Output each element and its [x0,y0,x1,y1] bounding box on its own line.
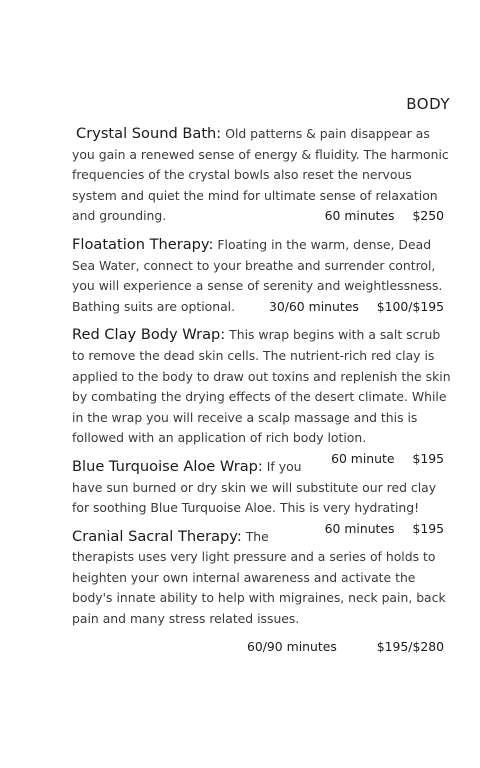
service-name: Blue Turquoise Aloe Wrap: [72,457,263,475]
service-price: $195 [412,520,444,536]
section-title: BODY [406,95,450,113]
service-duration: 60 minutes [324,520,395,536]
service-name: Floatation Therapy: [72,235,214,253]
service-price: $250 [412,208,444,224]
service-description: The therapists uses very light pressure and a series of holds to heighten your own internal awareness and activate the body's innate ability to help with migraines, neck pain, back pain and many stress related issues. [72,528,446,627]
service-price: $195/$280 [376,638,444,654]
service-description: This wrap begins with a salt scrub to remove the dead skin cells. The nutrient-rich red clay is applied to the body to draw out toxins and replenish the skin by combating the drying effects of the desert climate. While in the wrap you will receive a scalp massage and this is followed with an application of rich body lotion. [72,327,451,446]
service-price-line [269,297,444,318]
service-name: Crystal Sound Bath: [76,125,222,142]
service-duration: 60/90 minutes [246,638,337,654]
service-description: Old patterns & pain disappear as you gain a renewed sense of energy & fluidity. The harmonic frequencies of the crystal bowls also reset the nervous system and quiet the mind for ultimate sense of relaxation and grounding. [72,126,449,224]
service-price: $195 [412,450,444,466]
service-description: If you have sun burned or dry skin we will substitute our red clay for soothing Blue Turquoise Aloe. This is very hydrating! [72,458,437,516]
service-description: Floating in the warm, dense, Dead Sea Water, connect to your breathe and surrender control, you will experience a sense of serenity and weightlessness. Bathing suits are optional. [72,236,443,314]
service-name: Cranial Sacral Therapy: [72,527,242,545]
service-item-cranial-sacral-therapy [72,527,452,658]
service-duration: 60 minutes [324,208,395,224]
service-item-floatation-therapy [72,235,452,317]
service-item-crystal-sound-bath [72,124,452,227]
service-price-line [72,636,452,658]
service-menu [72,124,452,666]
service-name: Red Clay Body Wrap: [72,326,226,344]
service-duration: 30/60 minutes [268,298,359,314]
service-price-line [325,206,444,227]
service-duration: 60 minute [331,450,395,466]
service-price: $100/$195 [376,298,444,314]
